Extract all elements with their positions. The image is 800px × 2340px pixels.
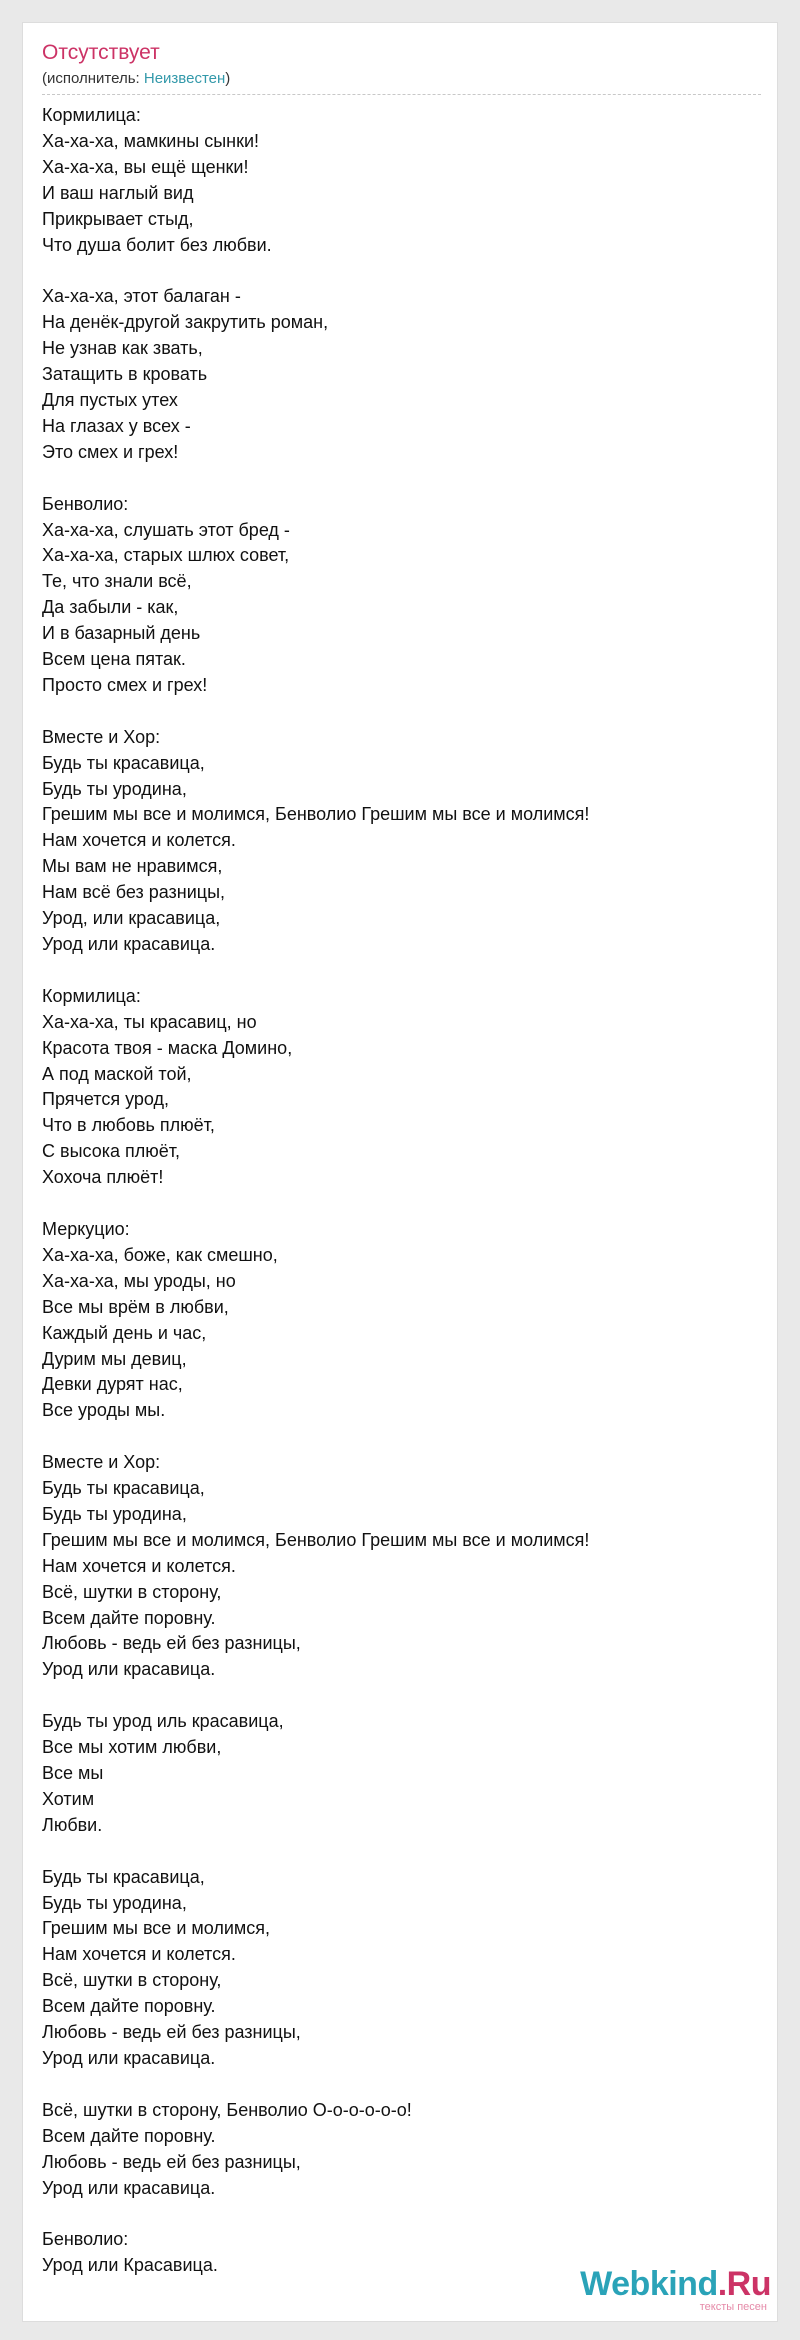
artist-line	[42, 70, 230, 88]
logo-domain-text: .Ru	[717, 2265, 771, 2303]
artist-prefix: (исполнитель:	[42, 70, 144, 87]
song-title: Отсутствует	[42, 41, 160, 64]
logo-wordmark	[580, 2265, 771, 2303]
header-divider	[42, 94, 761, 95]
logo-tagline: тексты песен	[699, 2301, 767, 2313]
artist-suffix: )	[225, 70, 231, 87]
logo-main-text: Webkind	[580, 2265, 718, 2303]
site-logo[interactable]	[571, 2265, 771, 2315]
lyrics-card	[22, 22, 778, 2322]
lyrics-text: Кормилица: Ха-ха-ха, мамкины сынки! Ха-ха-ха, вы ещё щенки! И ваш наглый вид Прикрывает стыд, Что душа болит без любви. Ха-ха-ха, этот балаган - На денёк-другой закрутить роман, Не узнав как звать, Затащить в кровать Для пустых утех На глазах у всех - Это смех и грех! Бенволио: Ха-ха-ха, слушать этот бред - Ха-ха-ха, старых шлюх совет, Те, что знали всё, Да забыли - как, И в базарный день Всем цена пятак. Просто смех и грех! Вместе и Хор: Будь ты красавица, Будь ты уродина, Грешим мы все и молимся, Бенволио Грешим мы все и молимся! Нам хочется и колется. Мы вам не нравимся, Нам всё без разницы, Урод, или красавица, Урод или красавица. Кормилица: Ха-ха-ха, ты красавиц, но Красота твоя - маска Домино, А под маской той, Прячется урод, Что в любовь плюёт, С высока плюёт, Хохоча плюёт! Меркуцио: Ха-ха-ха, боже, как смешно, Ха-ха-ха, мы уроды, но Все мы врём в любви, Каждый день и час, Дурим мы девиц, Девки дурят нас, Все уроды мы. Вместе и Хор: Будь ты красавица, Будь ты уродина, Грешим мы все и молимся, Бенволио Грешим мы все и молимся! Нам хочется и колется. Всё, шутки в сторону, Всем дайте поровну. Любовь - ведь ей без разницы, Урод или красавица. Будь ты урод иль красавица, Все мы хотим любви, Все мы Хотим Любви. Будь ты красавица, Будь ты уродина, Грешим мы все и молимся, Нам хочется и колется. Всё, шутки в сторону, Всем дайте поровну. Любовь - ведь ей без разницы, Урод или красавица. Всё, шутки в сторону, Бенволио О-о-о-о-о-о! Всем дайте поровну. Любовь - ведь ей без разницы, Урод или красавица. Бенволио: Урод или Красавица.	[42, 105, 590, 2276]
artist-link[interactable]: Неизвестен	[143, 70, 226, 87]
